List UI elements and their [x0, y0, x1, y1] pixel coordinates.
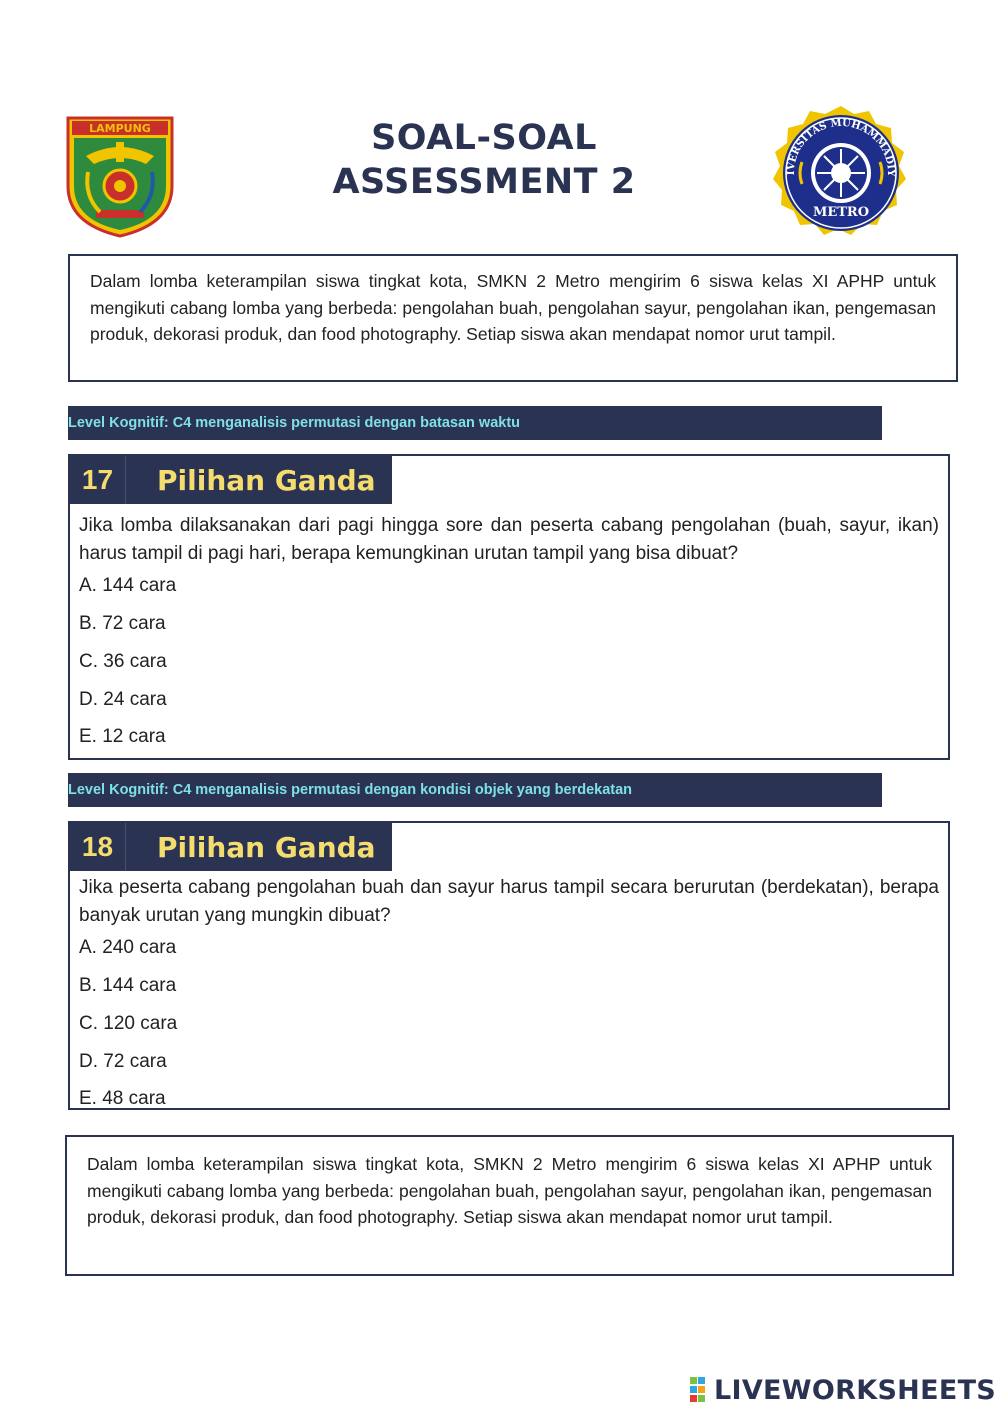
intro-box-top: [68, 254, 958, 382]
option-d[interactable]: D. 72 cara: [79, 1051, 167, 1072]
option-b[interactable]: B. 144 cara: [79, 975, 177, 996]
liveworksheets-footer: [690, 1372, 996, 1408]
level-bar-q18: Level Kognitif: C4 menganalisis permutasi dengan kondisi objek yang berdekatan: [68, 773, 882, 807]
page-title: [284, 116, 684, 204]
option-a[interactable]: A. 144 cara: [79, 575, 177, 596]
question-number: 17: [70, 456, 126, 504]
title-line-1: SOAL-SOAL: [371, 118, 597, 158]
um-metro-logo: [772, 104, 910, 242]
option-a[interactable]: A. 240 cara: [79, 937, 177, 958]
question-card-18: [68, 821, 950, 1110]
option-e[interactable]: E. 48 cara: [79, 1088, 166, 1109]
lampung-logo: [66, 116, 174, 238]
liveworksheets-logo-icon: [690, 1377, 714, 1403]
question-text: Jika peserta cabang pengolahan buah dan sayur harus tampil secara berurutan (berdekatan), berapa banyak urutan yang mungkin dibuat?: [79, 877, 939, 926]
title-line-2: ASSESSMENT 2: [332, 162, 636, 202]
um-metro-bottom-text: METRO: [812, 205, 870, 220]
um-metro-arc-top: IVERSITAS MUHAMMADIY: [785, 117, 897, 176]
option-c[interactable]: C. 120 cara: [79, 1013, 178, 1034]
liveworksheets-brand[interactable]: LIVEWORKSHEETS: [714, 1374, 997, 1406]
question-card-17: [68, 454, 950, 760]
question-text: Jika lomba dilaksanakan dari pagi hingga sore dan peserta cabang pengolahan (buah, sayur, ikan) harus tampil di pagi hari, berapa kemungkinan urutan tampil yang bisa dibuat?: [79, 515, 939, 564]
option-d[interactable]: D. 24 cara: [79, 689, 167, 710]
intro-text-top: Dalam lomba keterampilan siswa tingkat kota, SMKN 2 Metro mengirim 6 siswa kelas XI APHP untuk mengikuti cabang lomba yang berbeda: pengolahan buah, pengolahan sayur, pengolahan ikan, pengemasan produk, dekorasi produk, dan food photography. Setiap siswa akan mendapat nomor urut tampil.: [90, 271, 936, 344]
question-header-17: [70, 456, 392, 504]
lampung-logo-text: LAMPUNG: [89, 122, 151, 135]
question-header-18: [70, 823, 392, 871]
intro-text-bottom: Dalam lomba keterampilan siswa tingkat kota, SMKN 2 Metro mengirim 6 siswa kelas XI APHP untuk mengikuti cabang lomba yang berbeda: pengolahan buah, pengolahan sayur, pengolahan ikan, pengemasan produk, dekorasi produk, dan food photography. Setiap siswa akan mendapat nomor urut tampil.: [87, 1154, 932, 1227]
level-bar-q17: Level Kognitif: C4 menganalisis permutasi dengan batasan waktu: [68, 406, 882, 440]
intro-box-bottom: [65, 1135, 954, 1276]
question-type: Pilihan Ganda: [157, 463, 376, 497]
option-b[interactable]: B. 72 cara: [79, 613, 166, 634]
option-c[interactable]: C. 36 cara: [79, 651, 167, 672]
question-number: 18: [70, 823, 126, 871]
question-type: Pilihan Ganda: [157, 830, 376, 864]
option-e[interactable]: E. 12 cara: [79, 726, 166, 747]
